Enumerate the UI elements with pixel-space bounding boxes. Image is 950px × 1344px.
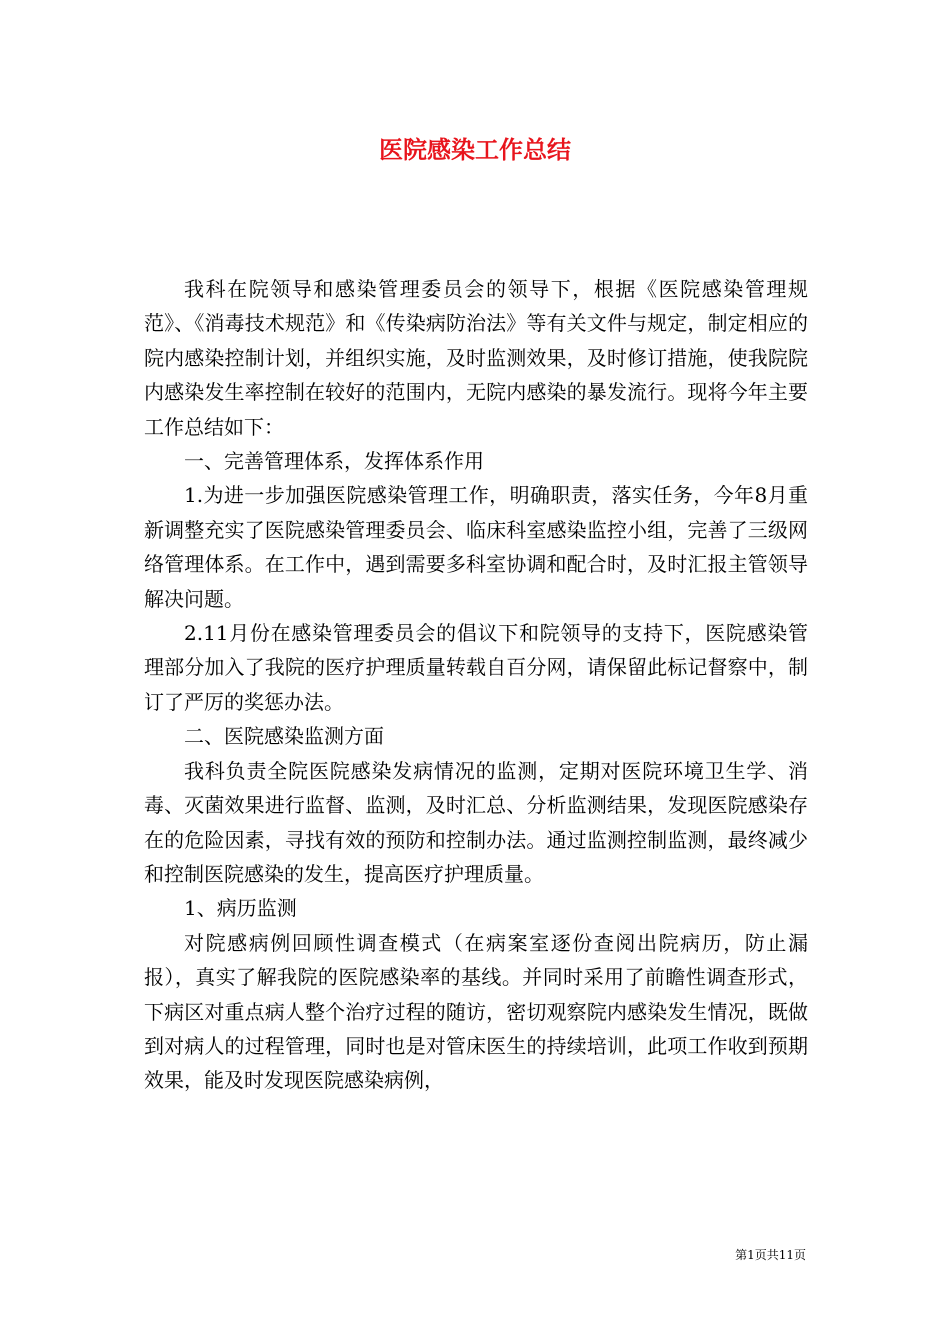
document-title: 医院感染工作总结 — [379, 135, 571, 164]
section-heading-1: 一、完善管理体系，发挥体系作用 — [184, 449, 484, 474]
paragraph-1-2: 2.11月份在感染管理委员会的倡议下和院领导的支持下，医院感染管理部分加入了我院的医疗护理质量转载自百分网，请保留此标记督察中，制订了严厉的奖惩办法。 — [144, 621, 808, 714]
paragraph-2-1: 对院感病例回顾性调查模式（在病案室逐份查阅出院病历，防止漏报），真实了解我院的医院感染率的基线。并同时采用了前瞻性调查形式，下病区对重点病人整个治疗过程的随访，密切观察院内感染发生情况，既做到对病人的过程管理，同时也是对管床医生的持续培训，此项工作收到预期效果，能及时发现医院感染病例， — [144, 930, 808, 1093]
paragraph-2: 我科负责全院医院感染发病情况的监测，定期对医院环境卫生学、消毒、灭菌效果进行监督、监测，及时汇总、分析监测结果，发现医院感染存在的危险因素，寻找有效的预防和控制办法。通过监测控制监测，最终减少和控制医院感染的发生，提高医疗护理质量。 — [144, 758, 808, 886]
paragraph-1-1: 1.为进一步加强医院感染管理工作，明确职责，落实任务，今年8月重新调整充实了医院感染管理委员会、临床科室感染监控小组，完善了三级网络管理体系。在工作中，遇到需要多科室协调和配合时，及时汇报主管领导解决问题。 — [144, 483, 808, 611]
document-body — [144, 272, 808, 1098]
paragraph-intro: 我科在院领导和感染管理委员会的领导下，根据《医院感染管理规范》、《消毒技术规范》和《传染病防治法》等有关文件与规定，制定相应的院内感染控制计划，并组织实施，及时监测效果，及时修订措施，使我院院内感染发生率控制在较好的范围内，无院内感染的暴发流行。现将今年主要工作总结如下： — [144, 277, 808, 439]
section-heading-2: 二、医院感染监测方面 — [184, 724, 384, 749]
page-number: 第1页共11页 — [735, 1248, 806, 1262]
subsection-heading-2-1: 1、病历监测 — [184, 896, 297, 921]
